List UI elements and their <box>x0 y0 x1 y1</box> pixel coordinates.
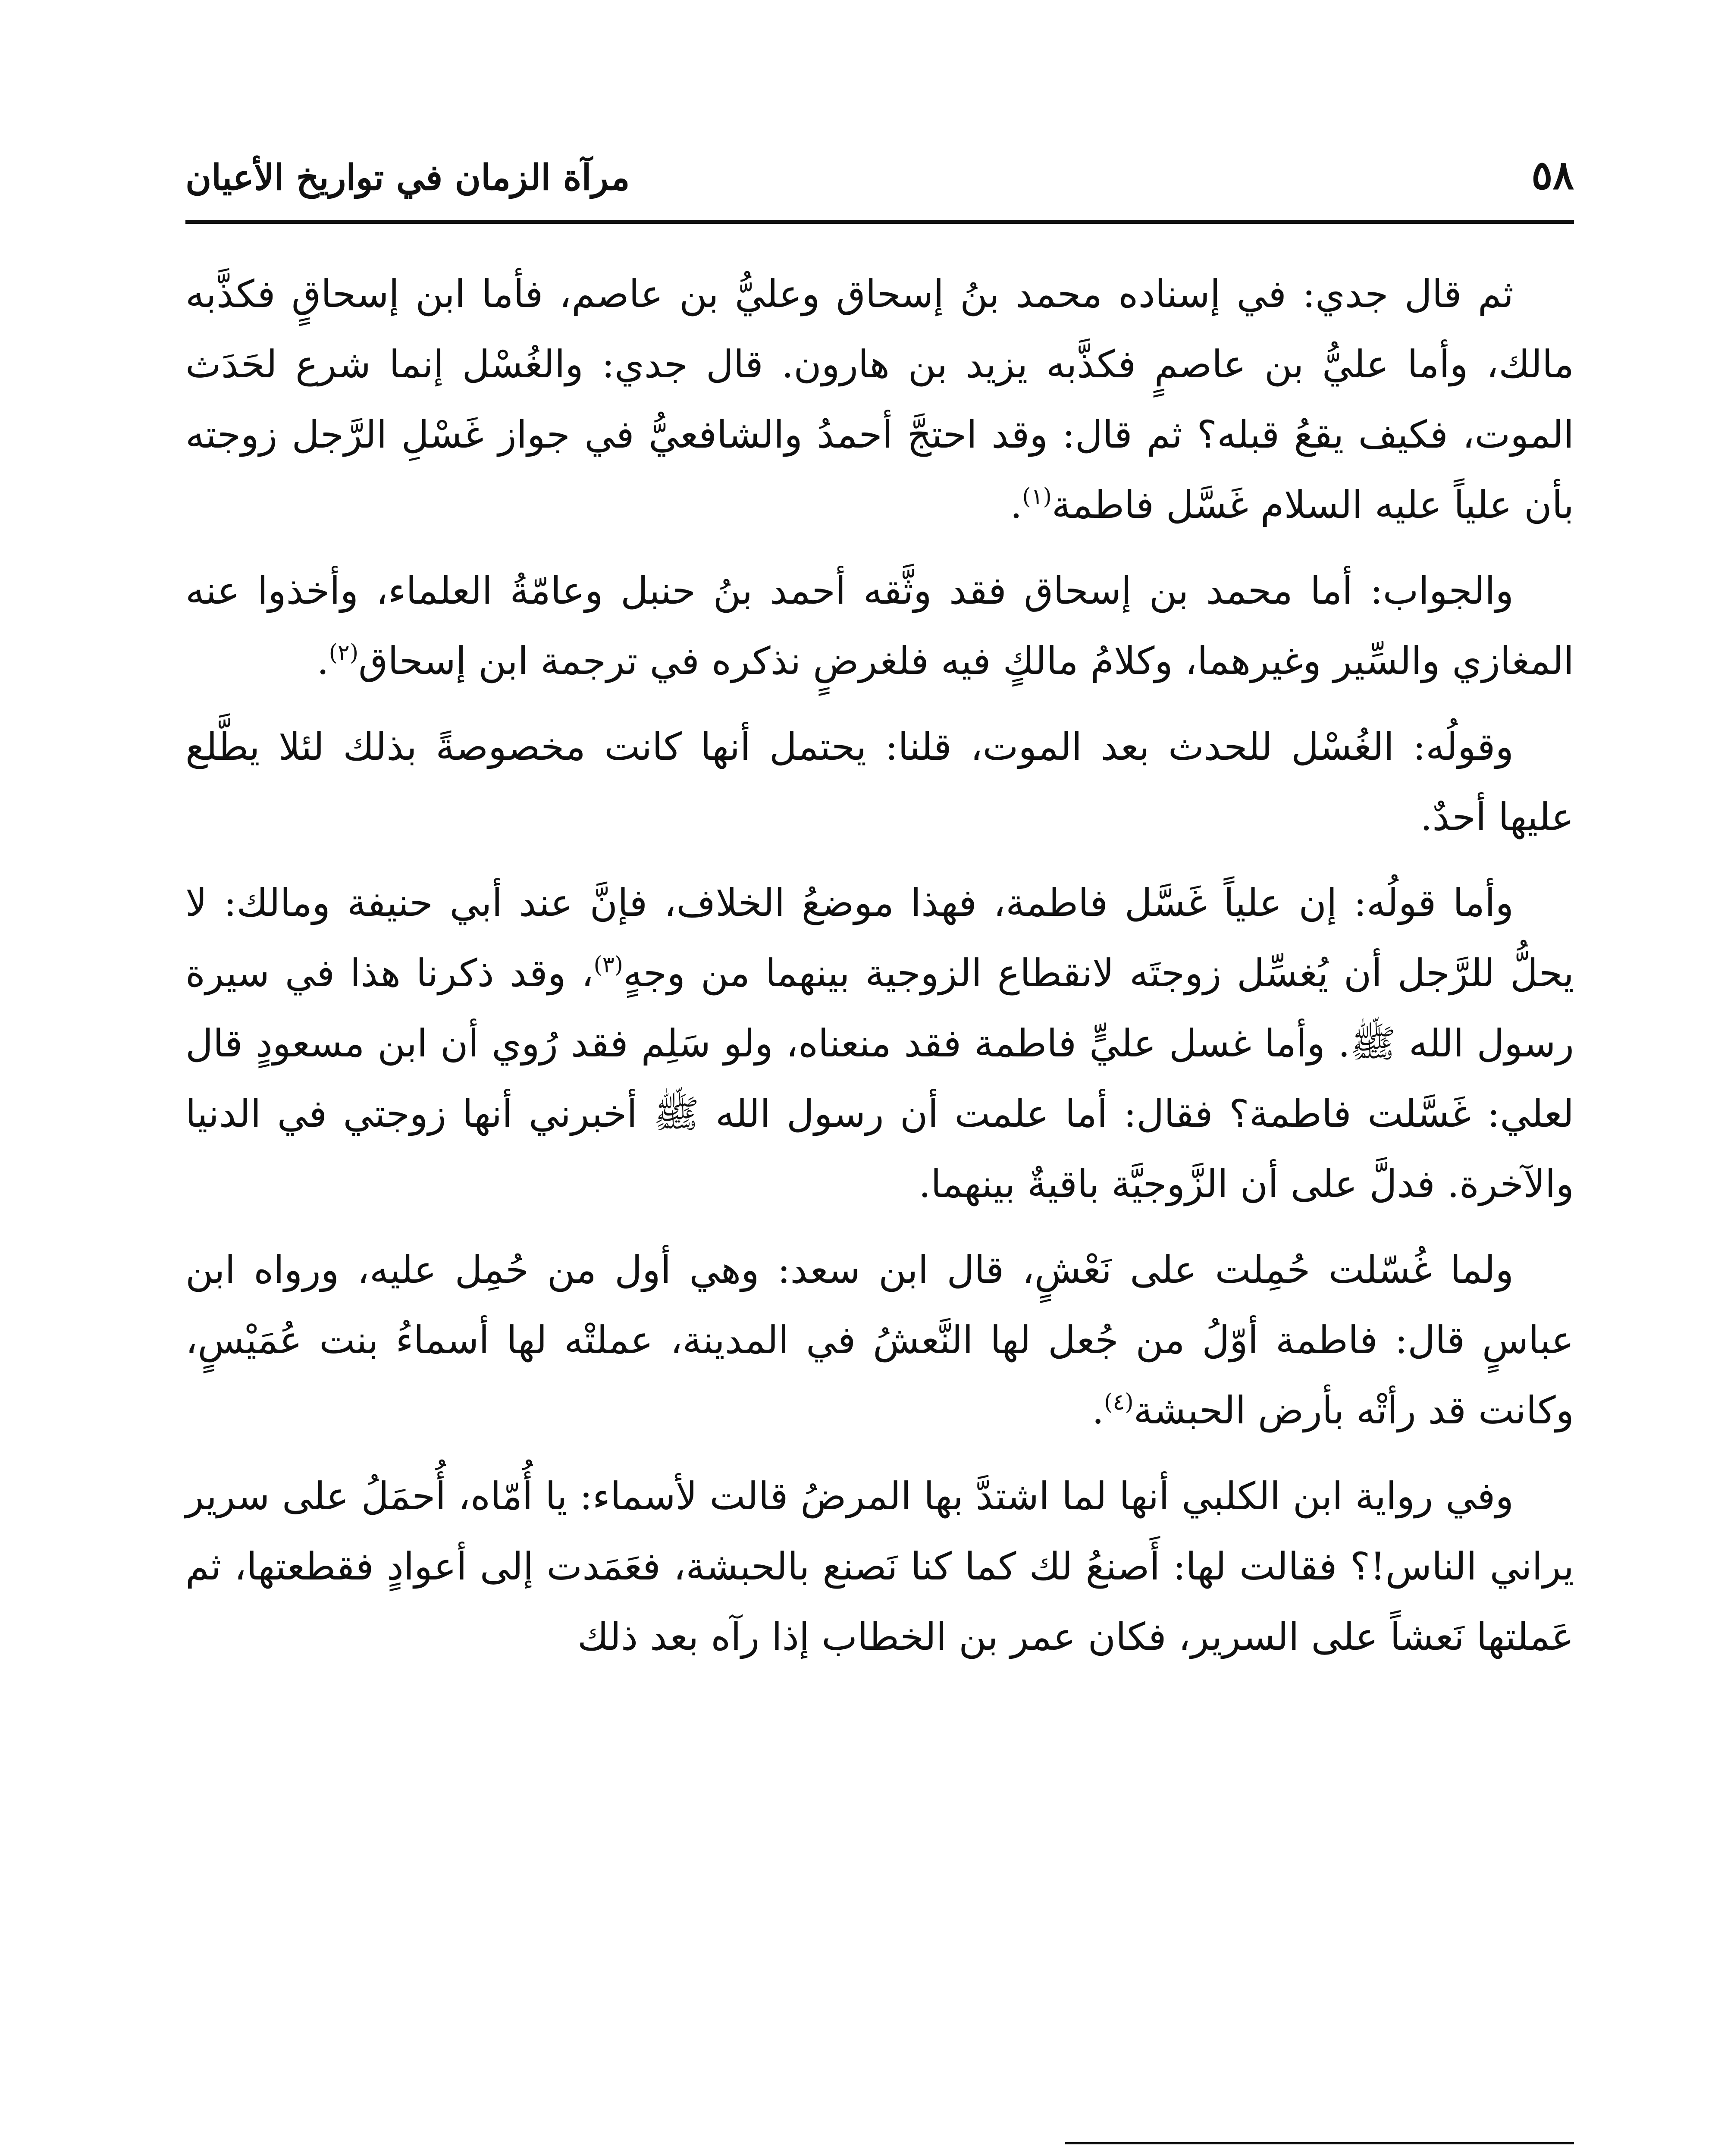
paragraph-text: ولما غُسّلت حُمِلت على نَعْشٍ، قال ابن سعد: وهي أول من حُمِل عليه، ورواه ابن عباسٍ قال: فاطمة أوّلُ من جُعل لها النَّعشُ في المدينة، عملتْه لها أسماءُ بنت عُمَيْسٍ، وكانت قد رأتْه بأرض الحبشة <box>185 1247 1574 1432</box>
footnote-marker: (١) <box>1022 484 1052 510</box>
header-divider <box>185 220 1574 224</box>
paragraph-text: وأما قولُه: إن علياً غَسَّل فاطمة، فهذا موضعُ الخلاف، فإنَّ عند أبي حنيفة ومالك: لا يحلُّ للرَّجل أن يُغسِّل زوجتَه لانقطاع الزوجية بينهما من وجهٍ <box>185 881 1574 995</box>
paragraph-text: ثم قال جدي: في إسناده محمد بنُ إسحاق وعليُّ بن عاصم، فأما ابن إسحاقٍ فكذَّبه مالك، وأما عليُّ بن عاصمٍ فكذَّبه يزيد بن هارون. قال جدي: والغُسْل إنما شرع لحَدَث الموت، فكيف يقعُ قبله؟ ثم قال: وقد احتجَّ أحمدُ والشافعيُّ في جواز غَسْلِ الرَّجل زوجته بأن علياً عليه السلام غَسَّل فاطمة <box>185 272 1574 527</box>
paragraph-end: ، وقد ذكرنا هذا في سيرة رسول الله ﷺ. وأما غسل عليٍّ فاطمة فقد منعناه، ولو سَلِم فقد رُوي أن ابن مسعودٍ قال لعلي: غَسَّلت فاطمة؟ فقال: أما علمت أن رسول الله ﷺ أخبرني أنها زوجتي في الدنيا والآخرة. فدلَّ على أن الزَّوجيَّة باقيةٌ بينهما. <box>185 951 1574 1206</box>
paragraph-end: . <box>1010 483 1022 527</box>
page-number: ٥٨ <box>1531 152 1574 198</box>
paragraph-text: والجواب: أما محمد بن إسحاق فقد وثَّقه أحمد بنُ حنبل وعامّةُ العلماء، وأخذوا عنه المغازي والسِّير وغيرهما، وكلامُ مالكٍ فيه فلغرضٍ نذكره في ترجمة ابن إسحاق <box>185 568 1574 683</box>
book-title: مرآة الزمان في تواريخ الأعيان <box>185 157 630 198</box>
running-header <box>185 142 1574 207</box>
footnote-marker: (٢) <box>329 640 359 666</box>
paragraph <box>185 1461 1574 1672</box>
paragraph <box>185 868 1574 1219</box>
main-text <box>185 259 1574 1687</box>
paragraph-end: . <box>1092 1388 1104 1432</box>
paragraph <box>185 555 1574 696</box>
paragraph-text: وقولُه: الغُسْل للحدث بعد الموت، قلنا: يحتمل أنها كانت مخصوصةً بذلك لئلا يطَّلع عليها أحدٌ. <box>185 724 1574 839</box>
footnote-marker: (٣) <box>593 952 623 978</box>
paragraph <box>185 1235 1574 1445</box>
footnote-marker: (٤) <box>1104 1389 1134 1415</box>
paragraph-end: . <box>317 639 329 683</box>
footnote-divider <box>1065 2142 1574 2144</box>
paragraph <box>185 259 1574 540</box>
paragraph-text: وفي رواية ابن الكلبي أنها لما اشتدَّ بها المرضُ قالت لأسماء: يا أُمّاه، أُحمَلُ على سرير يراني الناس!؟ فقالت لها: أَصنعُ لك كما كنا نَصنع بالحبشة، فعَمَدت إلى أعوادٍ فقطعتها، ثم عَملتها نَعشاً على السرير، فكان عمر بن الخطاب إذا رآه بعد ذلك <box>185 1474 1574 1659</box>
paragraph <box>185 711 1574 852</box>
